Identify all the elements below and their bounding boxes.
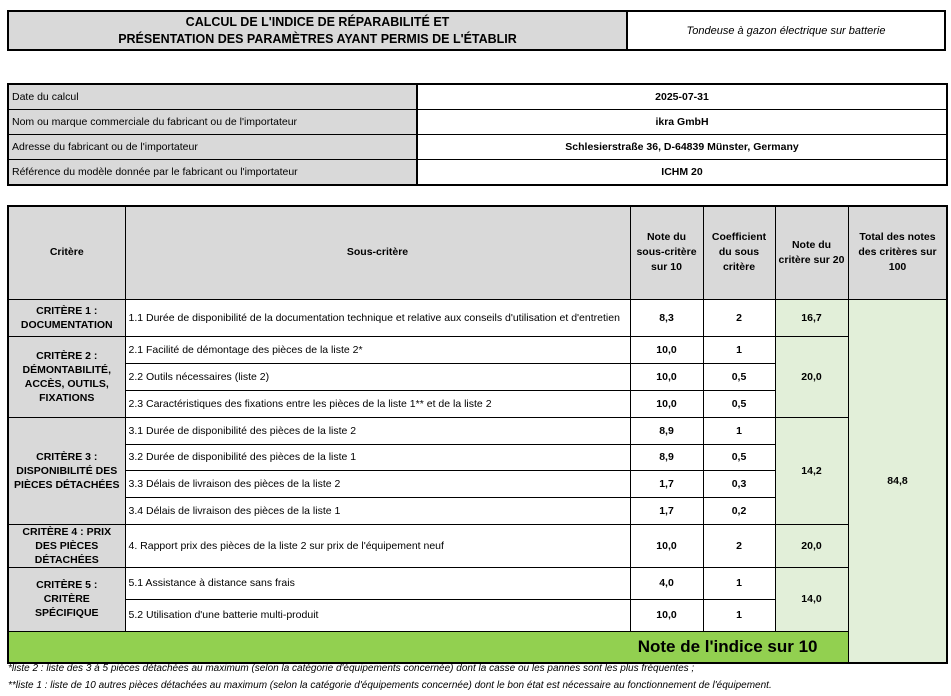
header-row [8,206,947,299]
header-critere: Critère [8,206,125,299]
subcriterion-note: 4,0 [630,567,703,599]
product-category: Tondeuse à gazon électrique sur batterie [628,10,946,51]
subcriterion-note: 10,0 [630,390,703,417]
subcriterion-note: 10,0 [630,524,703,567]
subcriterion-label: 2.1 Facilité de démontage des pièces de la liste 2* [125,336,630,363]
criterion-4-name: CRITÈRE 4 : PRIX DES PIÈCES DÉTACHÉES [8,524,125,567]
subcriterion-note: 1,7 [630,497,703,524]
subcriterion-label: 3.2 Durée de disponibilité des pièces de la liste 1 [125,444,630,470]
subcriterion-coef: 1 [703,567,775,599]
subcriterion-note: 10,0 [630,599,703,631]
info-value: ICHM 20 [417,160,947,186]
info-row [8,160,947,186]
final-row [8,631,947,663]
subcriterion-note: 8,9 [630,417,703,444]
subcriterion-coef: 1 [703,336,775,363]
info-label: Adresse du fabricant ou de l'importateur [8,135,417,160]
criterion-2-name: CRITÈRE 2 : DÉMONTABILITÉ, ACCÈS, OUTILS, FIXATIONS [8,336,125,417]
info-value: 2025-07-31 [417,84,947,110]
criterion-3-name: CRITÈRE 3 : DISPONIBILITÉ DES PIÈCES DÉTACHÉES [8,417,125,524]
criterion-4-score: 20,0 [775,524,848,567]
subcriterion-label: 1.1 Durée de disponibilité de la documentation technique et relative aux conseils d'utilisation et d'entretien [125,299,630,336]
info-value: Schlesierstraße 36, D-64839 Münster, Germany [417,135,947,160]
header-total: Total des notes des critères sur 100 [848,206,947,299]
subcriterion-label: 5.2 Utilisation d'une batterie multi-produit [125,599,630,631]
subcriterion-coef: 0,3 [703,470,775,497]
title-line-2: PRÉSENTATION DES PARAMÈTRES AYANT PERMIS DE L'ÉTABLIR [118,31,517,46]
criterion-5-score: 14,0 [775,567,848,631]
table-row [8,567,947,599]
document-title [7,10,628,51]
table-row [8,299,947,336]
table-row [8,524,947,567]
criterion-2-score: 20,0 [775,336,848,417]
subcriterion-label: 5.1 Assistance à distance sans frais [125,567,630,599]
subcriterion-label: 4. Rapport prix des pièces de la liste 2 sur prix de l'équipement neuf [125,524,630,567]
total-score: 84,8 [848,299,947,663]
subcriterion-coef: 2 [703,299,775,336]
scoring-table [7,205,948,664]
info-table [7,83,948,186]
subcriterion-note: 10,0 [630,363,703,390]
table-row [8,336,947,363]
criterion-1-name: CRITÈRE 1 : DOCUMENTATION [8,299,125,336]
subcriterion-note: 10,0 [630,336,703,363]
info-row [8,84,947,110]
subcriterion-label: 3.1 Durée de disponibilité des pièces de la liste 2 [125,417,630,444]
subcriterion-note: 1,7 [630,470,703,497]
footnote-liste-2: *liste 2 : liste des 3 à 5 pièces détachées au maximum (selon la catégorie d'équipements concernée) dont la casse ou les pannes sont les plus fréquentes ; [8,663,695,674]
header-note-sous-critere: Note du sous-critère sur 10 [630,206,703,299]
subcriterion-note: 8,3 [630,299,703,336]
final-index-label: Note de l'indice sur 10 [8,631,848,663]
info-row [8,110,947,135]
info-label: Référence du modèle donnée par le fabricant ou l'importateur [8,160,417,186]
info-label: Date du calcul [8,84,417,110]
criterion-1-score: 16,7 [775,299,848,336]
info-value: ikra GmbH [417,110,947,135]
subcriterion-label: 2.3 Caractéristiques des fixations entre les pièces de la liste 1** et de la liste 2 [125,390,630,417]
header-coefficient: Coefficient du sous critère [703,206,775,299]
info-label: Nom ou marque commerciale du fabricant ou de l'importateur [8,110,417,135]
title-line-1: CALCUL DE L'INDICE DE RÉPARABILITÉ ET [185,14,450,29]
criterion-3-score: 14,2 [775,417,848,524]
subcriterion-label: 2.2 Outils nécessaires (liste 2) [125,363,630,390]
subcriterion-coef: 1 [703,417,775,444]
subcriterion-coef: 0,2 [703,497,775,524]
subcriterion-coef: 0,5 [703,390,775,417]
header-sous-critere: Sous-critère [125,206,630,299]
subcriterion-coef: 2 [703,524,775,567]
subcriterion-note: 8,9 [630,444,703,470]
subcriterion-label: 3.3 Délais de livraison des pièces de la liste 2 [125,470,630,497]
criterion-5-name: CRITÈRE 5 : CRITÈRE SPÉCIFIQUE [8,567,125,631]
subcriterion-coef: 0,5 [703,363,775,390]
footnote-liste-1: **liste 1 : liste de 10 autres pièces détachées au maximum (selon la catégorie d'équipements concernée) dont le bon état est nécessaire au fonctionnement de l'équipement. [8,680,772,691]
subcriterion-label: 3.4 Délais de livraison des pièces de la liste 1 [125,497,630,524]
subcriterion-coef: 1 [703,599,775,631]
table-row [8,417,947,444]
subcriterion-coef: 0,5 [703,444,775,470]
info-row [8,135,947,160]
header-note-critere: Note du critère sur 20 [775,206,848,299]
